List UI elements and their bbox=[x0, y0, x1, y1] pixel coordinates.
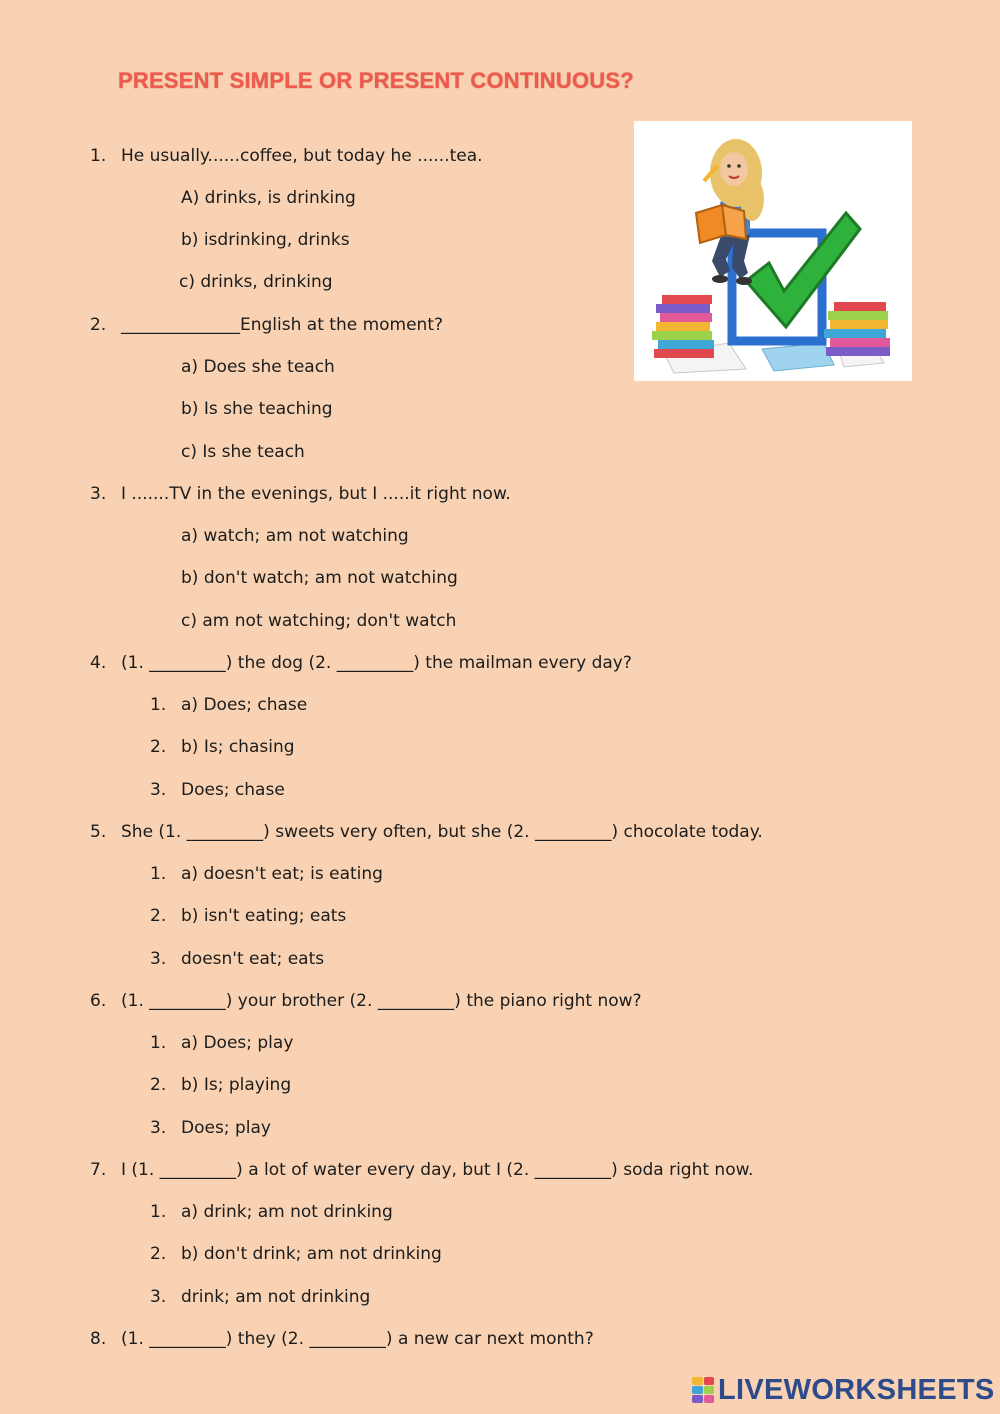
option-label: b) Is; chasing bbox=[181, 737, 295, 757]
question-text: He usually......coffee, but today he ......tea. bbox=[121, 146, 483, 166]
question-number: 2. bbox=[90, 315, 107, 335]
option-label: drink; am not drinking bbox=[181, 1287, 371, 1307]
option-label: c) am not watching; don't watch bbox=[181, 611, 457, 631]
option-label: A) drinks, is drinking bbox=[181, 188, 356, 208]
option-label: a) Does she teach bbox=[181, 357, 335, 377]
question-text: (1. _________) the dog (2. _________) the mailman every day? bbox=[121, 653, 632, 673]
option-label: Does; chase bbox=[181, 780, 285, 800]
logo-mark-icon bbox=[692, 1377, 714, 1403]
option-number: 1. bbox=[150, 864, 167, 884]
option-label: a) doesn't eat; is eating bbox=[181, 864, 383, 884]
option-number: 3. bbox=[150, 1118, 167, 1138]
question-number: 1. bbox=[90, 146, 107, 166]
question-text: (1. _________) your brother (2. _________) the piano right now? bbox=[121, 991, 642, 1011]
option-number: 2. bbox=[150, 1075, 167, 1095]
option-label: a) drink; am not drinking bbox=[181, 1202, 393, 1222]
option-label: b) don't watch; am not watching bbox=[181, 568, 458, 588]
option-label: a) Does; play bbox=[181, 1033, 294, 1053]
option-number: 3. bbox=[150, 949, 167, 969]
option-label: b) isn't eating; eats bbox=[181, 906, 347, 926]
illustration bbox=[634, 121, 912, 381]
question-number: 8. bbox=[90, 1329, 107, 1349]
question-text: (1. _________) they (2. _________) a new car next month? bbox=[121, 1329, 594, 1349]
option-label: a) Does; chase bbox=[181, 695, 308, 715]
option-label: b) Is; playing bbox=[181, 1075, 292, 1095]
option-label: a) watch; am not watching bbox=[181, 526, 409, 546]
question-number: 4. bbox=[90, 653, 107, 673]
option-number: 2. bbox=[150, 737, 167, 757]
girl-on-checkbox-illustration bbox=[634, 121, 912, 381]
question-number: 7. bbox=[90, 1160, 107, 1180]
logo-text: LIVEWORKSHEETS bbox=[718, 1373, 995, 1406]
option-number: 3. bbox=[150, 780, 167, 800]
option-number: 1. bbox=[150, 1202, 167, 1222]
option-label: b) don't drink; am not drinking bbox=[181, 1244, 442, 1264]
liveworksheets-logo[interactable] bbox=[692, 1374, 995, 1406]
option-label: doesn't eat; eats bbox=[181, 949, 325, 969]
question-text: I .......TV in the evenings, but I .....it right now. bbox=[121, 484, 511, 504]
question-text: I (1. _________) a lot of water every day, but I (2. _________) soda right now. bbox=[121, 1160, 754, 1180]
option-number: 1. bbox=[150, 695, 167, 715]
question-text: She (1. _________) sweets very often, but she (2. _________) chocolate today. bbox=[121, 822, 763, 842]
option-number: 2. bbox=[150, 1244, 167, 1264]
question-number: 6. bbox=[90, 991, 107, 1011]
page-title: PRESENT SIMPLE OR PRESENT CONTINUOUS? bbox=[118, 68, 634, 93]
option-number: 1. bbox=[150, 1033, 167, 1053]
question-number: 3. bbox=[90, 484, 107, 504]
option-label: b) Is she teaching bbox=[181, 399, 333, 419]
option-label: c) drinks, drinking bbox=[179, 272, 333, 292]
option-label: c) Is she teach bbox=[181, 442, 305, 462]
option-number: 2. bbox=[150, 906, 167, 926]
question-number: 5. bbox=[90, 822, 107, 842]
option-label: b) isdrinking, drinks bbox=[181, 230, 350, 250]
question-text: ______________English at the moment? bbox=[121, 315, 444, 335]
option-label: Does; play bbox=[181, 1118, 271, 1138]
option-number: 3. bbox=[150, 1287, 167, 1307]
